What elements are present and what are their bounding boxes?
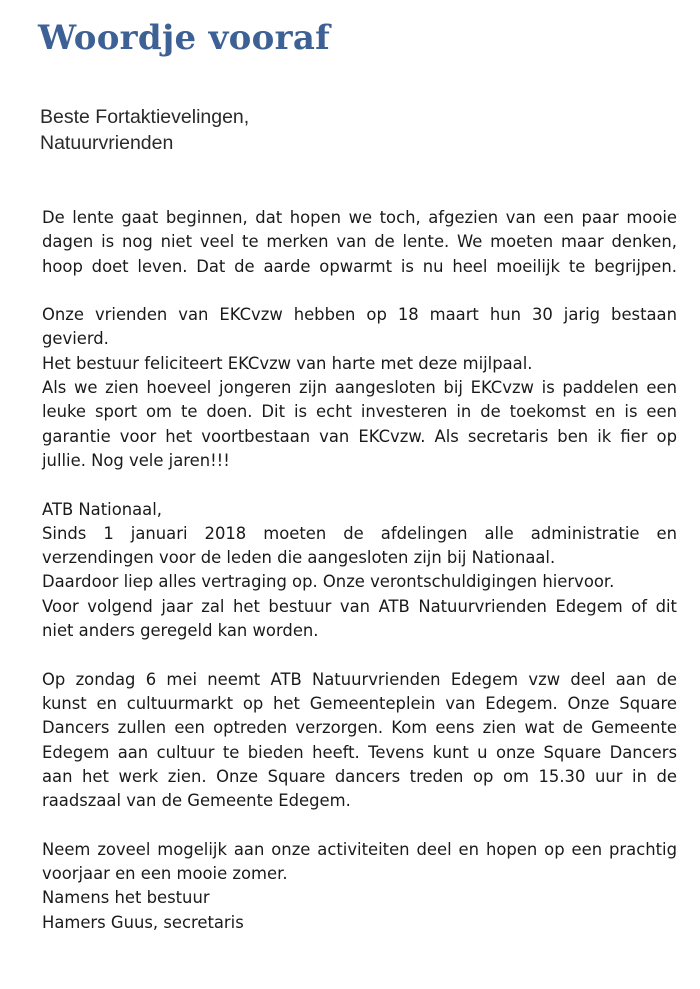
- text-line: ATB Nationaal,: [42, 499, 162, 519]
- text-line: leuke sport om te doen. Dit is echt investeren in de toekomst en is een: [42, 402, 677, 422]
- text-line: Hamers Guus, secretaris: [42, 912, 244, 932]
- greeting-line: Beste Fortaktievelingen,: [40, 106, 250, 128]
- letter-body: [42, 206, 677, 959]
- text-line: verzendingen voor de leden die aangesloten zijn bij Nationaal.: [42, 548, 556, 568]
- page-title: Woordje vooraf: [38, 18, 331, 58]
- text-line: Neem zoveel mogelijk aan onze activiteiten deel en hopen op een prachtig: [42, 839, 677, 859]
- text-line: Voor volgend jaar zal het bestuur van ATB Natuurvrienden Edegem of dit: [42, 596, 677, 616]
- greeting: [40, 104, 249, 156]
- greeting-line: Natuurvrienden: [40, 132, 174, 154]
- paragraph: [42, 838, 677, 935]
- text-line: niet anders geregeld kan worden.: [42, 621, 319, 641]
- text-line: De lente gaat beginnen, dat hopen we toch, afgezien van een paar mooie: [42, 208, 677, 227]
- text-line: Dancers zullen een optreden verzorgen. Kom eens zien wat de Gemeente: [42, 718, 677, 738]
- text-line: Namens het bestuur: [42, 888, 210, 908]
- text-line: Sinds 1 januari 2018 moeten de afdelingen alle administratie en: [42, 523, 677, 543]
- text-line: Onze vrienden van EKCvzw hebben op 18 maart hun 30 jarig bestaan: [42, 305, 677, 325]
- paragraph: [42, 668, 677, 814]
- text-line: kunst en cultuurmarkt op het Gemeenteplein van Edegem. Onze Square: [42, 693, 677, 713]
- text-line: Het bestuur feliciteert EKCvzw van harte met deze mijlpaal.: [42, 353, 533, 373]
- paragraph: [42, 303, 677, 473]
- text-line: aan het werk zien. Onze Square dancers treden op om 15.30 uur in de: [42, 766, 677, 786]
- text-line: Als we zien hoeveel jongeren zijn aangesloten bij EKCvzw is paddelen een: [42, 378, 677, 398]
- paragraph: [42, 498, 677, 644]
- text-line: Op zondag 6 mei neemt ATB Natuurvrienden Edegem vzw deel aan de: [42, 669, 677, 689]
- text-line: Edegem aan cultuur te bieden heeft. Tevens kunt u onze Square Dancers: [42, 742, 677, 762]
- text-line: garantie voor het voortbestaan van EKCvzw. Als secretaris ben ik fier op: [42, 426, 677, 446]
- paragraph: [42, 206, 677, 279]
- text-line: dagen is nog niet veel te merken van de lente. We moeten maar denken,: [42, 232, 677, 252]
- text-line: jullie. Nog vele jaren!!!: [42, 450, 230, 470]
- text-line: raadszaal van de Gemeente Edegem.: [42, 791, 351, 811]
- text-line: gevierd.: [42, 329, 109, 349]
- text-line: hoop doet leven. Dat de aarde opwarmt is nu heel moeilijk te begrijpen.: [42, 256, 677, 276]
- text-line: voorjaar en een mooie zomer.: [42, 864, 288, 884]
- text-line: Daardoor liep alles vertraging op. Onze verontschuldigingen hiervoor.: [42, 572, 615, 592]
